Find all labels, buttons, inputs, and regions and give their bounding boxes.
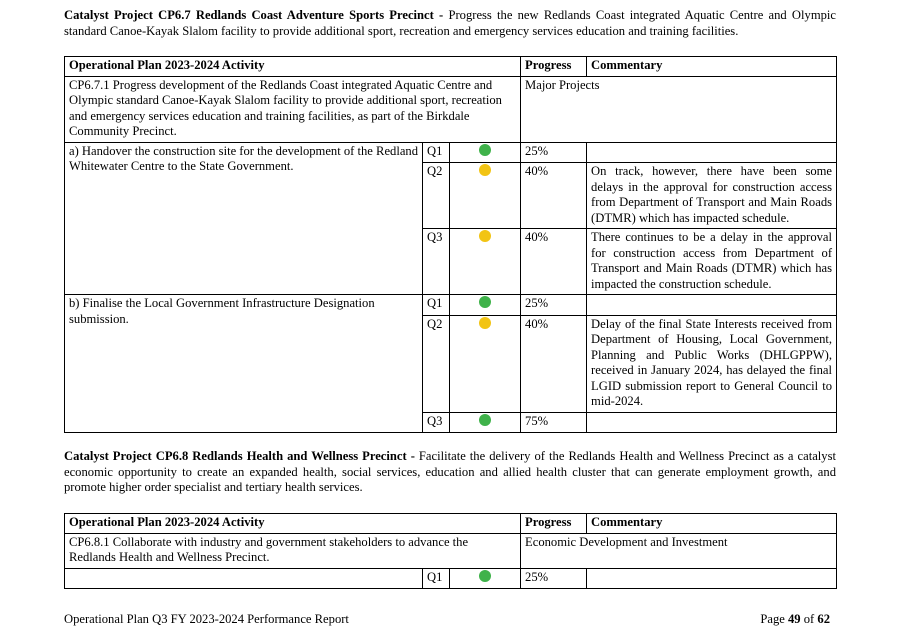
header-activity: Operational Plan 2023-2024 Activity	[65, 514, 521, 534]
progress-value: 40%	[521, 315, 587, 412]
commentary-text: On track, however, there have been some delays in the approval for construction access from Department of Transport and Main Roads (DTMR) which has impacted schedule.	[587, 163, 837, 229]
table-row	[65, 295, 837, 316]
activity-row	[65, 533, 837, 568]
quarter-label: Q3	[423, 229, 450, 295]
header-progress: Progress	[521, 57, 587, 77]
activity-table-cp6-7	[64, 56, 837, 433]
table-row	[65, 142, 837, 163]
progress-value: 75%	[521, 412, 587, 433]
activity-row	[65, 76, 837, 142]
commentary-text: Delay of the final State Interests received from Department of Housing, Local Government, Planning and Public Works (DHLGPPW), received in January 2024, has delayed the final LGID submission report to General Council to mid-2024.	[587, 315, 837, 412]
quarter-label: Q3	[423, 412, 450, 433]
quarter-label: Q1	[423, 568, 450, 589]
project-title: Catalyst Project CP6.8 Redlands Health and Wellness Precinct -	[64, 449, 415, 463]
subtask-label	[65, 568, 423, 589]
progress-value: 25%	[521, 295, 587, 316]
commentary-text	[587, 295, 837, 316]
header-progress: Progress	[521, 514, 587, 534]
status-dot-green-icon	[479, 144, 491, 156]
project-description: Facilitate the delivery of the Redlands Health and Wellness Precinct as a catalyst economic opportunity to create an expanded health, social services, education and allied health cluster that can generate employment growth, and promote higher order specialist and tertiary health services.	[64, 449, 836, 494]
quarter-label: Q1	[423, 295, 450, 316]
commentary-text	[587, 412, 837, 433]
header-commentary: Commentary	[587, 514, 837, 534]
status-dot-yellow-icon	[479, 317, 491, 329]
project-title: Catalyst Project CP6.7 Redlands Coast Adventure Sports Precinct -	[64, 8, 444, 22]
quarter-label: Q1	[423, 142, 450, 163]
status-dot-yellow-icon	[479, 164, 491, 176]
progress-value: 40%	[521, 163, 587, 229]
project-intro-cp6-8	[64, 449, 836, 496]
project-description: Progress the new Redlands Coast integrated Aquatic Centre and Olympic standard Canoe-Kayak Slalom facility to provide additional sport, recreation and emergency services education and training facilities.	[64, 8, 836, 38]
activity-description: CP6.7.1 Progress development of the Redlands Coast integrated Aquatic Centre and Olympic standard Canoe-Kayak Slalom facility to provide additional sport, recreation and emergency services education and training facilities, as part of the Birkdale Community Precinct.	[65, 76, 521, 142]
responsible-unit: Economic Development and Investment	[521, 533, 837, 568]
table-row	[65, 568, 837, 589]
table-header-row	[65, 514, 837, 534]
status-dot-green-icon	[479, 570, 491, 582]
progress-value: 25%	[521, 142, 587, 163]
project-intro-cp6-7	[64, 8, 836, 39]
responsible-unit: Major Projects	[521, 76, 837, 142]
status-dot-yellow-icon	[479, 230, 491, 242]
commentary-text	[587, 142, 837, 163]
subtask-label: a) Handover the construction site for the development of the Redland Whitewater Centre to the State Government.	[65, 142, 423, 295]
activity-description: CP6.8.1 Collaborate with industry and government stakeholders to advance the Redlands Health and Wellness Precinct.	[65, 533, 521, 568]
quarter-label: Q2	[423, 163, 450, 229]
header-commentary: Commentary	[587, 57, 837, 77]
progress-value: 40%	[521, 229, 587, 295]
progress-value: 25%	[521, 568, 587, 589]
activity-table-cp6-8	[64, 513, 837, 589]
page-number: Page 49 of 62	[760, 612, 830, 626]
subtask-label: b) Finalise the Local Government Infrastructure Designation submission.	[65, 295, 423, 433]
commentary-text	[587, 568, 837, 589]
status-dot-green-icon	[479, 296, 491, 308]
table-header-row	[65, 57, 837, 77]
commentary-text: There continues to be a delay in the approval for construction access from Department of Transport and Main Roads (DTMR) which has impacted the construction schedule.	[587, 229, 837, 295]
header-activity: Operational Plan 2023-2024 Activity	[65, 57, 521, 77]
quarter-label: Q2	[423, 315, 450, 412]
report-title: Operational Plan Q3 FY 2023-2024 Performance Report	[64, 612, 349, 626]
status-dot-green-icon	[479, 414, 491, 426]
